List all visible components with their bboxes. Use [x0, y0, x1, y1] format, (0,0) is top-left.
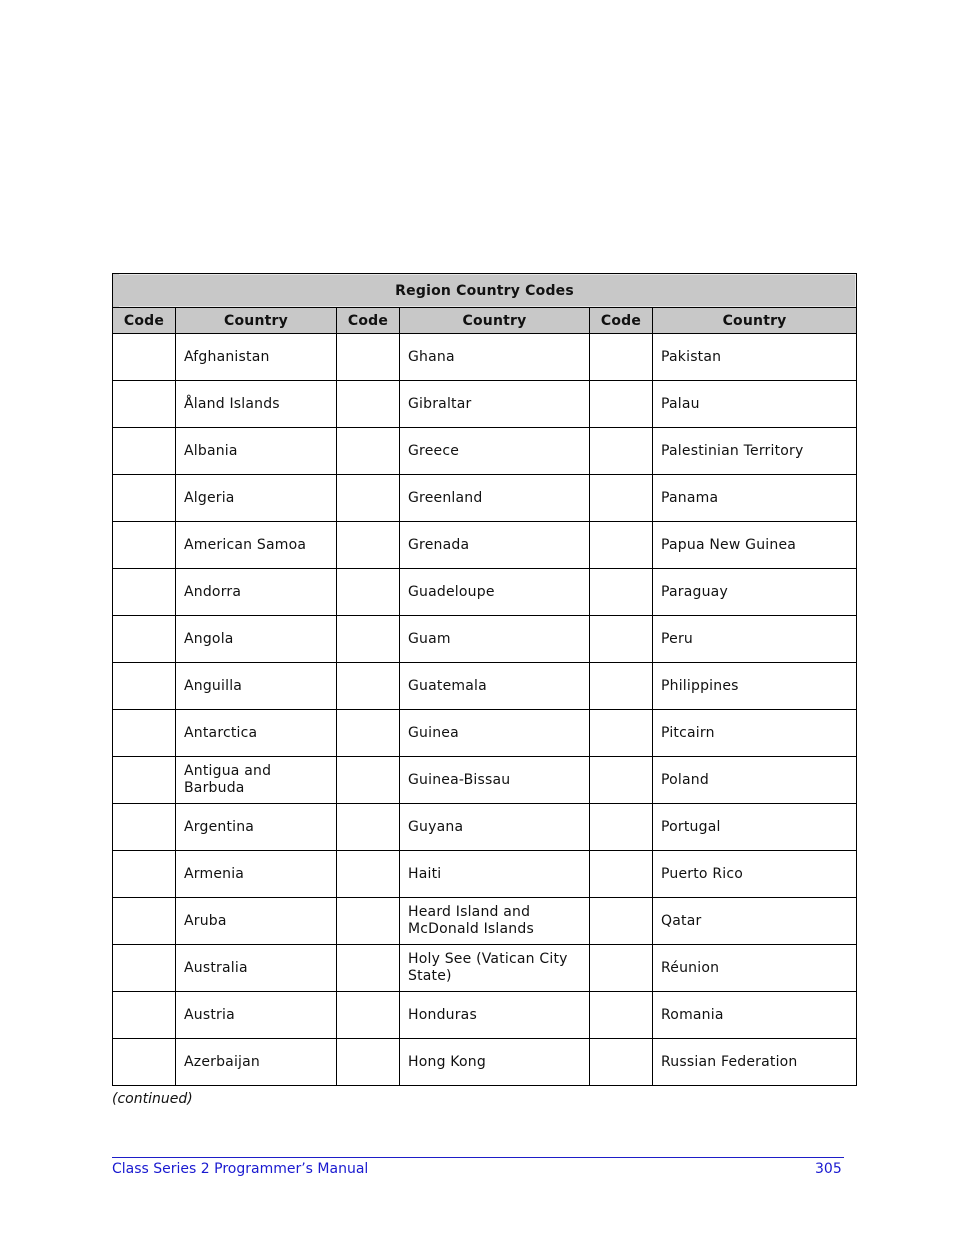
- table-row: [113, 569, 857, 616]
- table-header-row: [113, 308, 857, 334]
- code-cell: [337, 663, 400, 710]
- code-cell: [337, 898, 400, 945]
- code-cell: [113, 428, 176, 475]
- country-cell: Guinea: [400, 710, 590, 757]
- country-cell: Azerbaijan: [176, 1039, 337, 1086]
- table-row: [113, 898, 857, 945]
- header-code-2: Code: [337, 308, 400, 334]
- country-cell: Aruba: [176, 898, 337, 945]
- code-cell: [590, 522, 653, 569]
- code-cell: [337, 851, 400, 898]
- footer-manual-title: Class Series 2 Programmer’s Manual: [112, 1161, 369, 1177]
- header-country-2: Country: [400, 308, 590, 334]
- code-cell: [590, 710, 653, 757]
- country-cell: Qatar: [653, 898, 857, 945]
- code-cell: [113, 475, 176, 522]
- table-row: [113, 616, 857, 663]
- table-row: [113, 757, 857, 804]
- country-cell: Greece: [400, 428, 590, 475]
- header-code-3: Code: [590, 308, 653, 334]
- country-cell: Angola: [176, 616, 337, 663]
- country-cell: Åland Islands: [176, 381, 337, 428]
- country-cell: Philippines: [653, 663, 857, 710]
- country-cell: Panama: [653, 475, 857, 522]
- country-cell: Paraguay: [653, 569, 857, 616]
- continued-note: (continued): [112, 1091, 193, 1107]
- table-row: [113, 992, 857, 1039]
- country-cell: Algeria: [176, 475, 337, 522]
- code-cell: [590, 334, 653, 381]
- code-cell: [590, 1039, 653, 1086]
- code-cell: [337, 992, 400, 1039]
- country-cell: Papua New Guinea: [653, 522, 857, 569]
- code-cell: [337, 334, 400, 381]
- country-cell: Anguilla: [176, 663, 337, 710]
- table-row: [113, 522, 857, 569]
- country-cell: Holy See (Vatican City State): [400, 945, 590, 992]
- table-row: [113, 428, 857, 475]
- country-cell: Antarctica: [176, 710, 337, 757]
- country-cell: Afghanistan: [176, 334, 337, 381]
- country-cell: American Samoa: [176, 522, 337, 569]
- footer-rule: [112, 1157, 844, 1158]
- country-cell: Argentina: [176, 804, 337, 851]
- code-cell: [590, 428, 653, 475]
- table-row: [113, 851, 857, 898]
- table-body: [113, 334, 857, 1086]
- header-country-3: Country: [653, 308, 857, 334]
- country-cell: Réunion: [653, 945, 857, 992]
- country-cell: Ghana: [400, 334, 590, 381]
- country-cell: Guyana: [400, 804, 590, 851]
- country-cell: Haiti: [400, 851, 590, 898]
- country-cell: Albania: [176, 428, 337, 475]
- code-cell: [590, 851, 653, 898]
- code-cell: [590, 898, 653, 945]
- country-cell: Armenia: [176, 851, 337, 898]
- code-cell: [113, 898, 176, 945]
- country-cell: Portugal: [653, 804, 857, 851]
- table-row: [113, 1039, 857, 1086]
- code-cell: [590, 475, 653, 522]
- country-cell: Greenland: [400, 475, 590, 522]
- country-cell: Hong Kong: [400, 1039, 590, 1086]
- country-cell: Russian Federation: [653, 1039, 857, 1086]
- footer-page-number: 305: [815, 1161, 842, 1177]
- code-cell: [113, 710, 176, 757]
- country-cell: Gibraltar: [400, 381, 590, 428]
- country-cell: Grenada: [400, 522, 590, 569]
- country-cell: Pitcairn: [653, 710, 857, 757]
- code-cell: [337, 475, 400, 522]
- table-row: [113, 804, 857, 851]
- country-cell: Guinea-Bissau: [400, 757, 590, 804]
- code-cell: [113, 522, 176, 569]
- country-cell: Peru: [653, 616, 857, 663]
- code-cell: [590, 381, 653, 428]
- code-cell: [337, 569, 400, 616]
- code-cell: [337, 945, 400, 992]
- code-cell: [113, 804, 176, 851]
- header-country-1: Country: [176, 308, 337, 334]
- code-cell: [113, 569, 176, 616]
- code-cell: [337, 710, 400, 757]
- code-cell: [590, 804, 653, 851]
- country-cell: Honduras: [400, 992, 590, 1039]
- code-cell: [113, 663, 176, 710]
- code-cell: [113, 992, 176, 1039]
- code-cell: [113, 851, 176, 898]
- region-country-codes-table: [112, 273, 857, 1086]
- country-cell: Antigua and Barbuda: [176, 757, 337, 804]
- header-code-1: Code: [113, 308, 176, 334]
- table-row: [113, 663, 857, 710]
- country-cell: Romania: [653, 992, 857, 1039]
- code-cell: [113, 334, 176, 381]
- country-cell: Palestinian Territory: [653, 428, 857, 475]
- country-cell: Guadeloupe: [400, 569, 590, 616]
- table-row: [113, 710, 857, 757]
- code-cell: [590, 945, 653, 992]
- code-cell: [590, 616, 653, 663]
- table-row: [113, 475, 857, 522]
- code-cell: [113, 616, 176, 663]
- code-cell: [590, 992, 653, 1039]
- table-title-row: [113, 274, 857, 308]
- code-cell: [113, 1039, 176, 1086]
- code-cell: [337, 522, 400, 569]
- table-row: [113, 381, 857, 428]
- country-cell: Australia: [176, 945, 337, 992]
- country-cell: Heard Island and McDonald Islands: [400, 898, 590, 945]
- code-cell: [337, 381, 400, 428]
- country-cell: Guam: [400, 616, 590, 663]
- table-row: [113, 334, 857, 381]
- code-cell: [590, 663, 653, 710]
- code-cell: [113, 757, 176, 804]
- code-cell: [337, 1039, 400, 1086]
- country-cell: Andorra: [176, 569, 337, 616]
- country-cell: Austria: [176, 992, 337, 1039]
- code-cell: [113, 381, 176, 428]
- table-title: Region Country Codes: [113, 274, 857, 308]
- country-cell: Poland: [653, 757, 857, 804]
- country-cell: Guatemala: [400, 663, 590, 710]
- table-row: [113, 945, 857, 992]
- country-cell: Puerto Rico: [653, 851, 857, 898]
- code-cell: [337, 428, 400, 475]
- code-cell: [590, 757, 653, 804]
- code-cell: [337, 616, 400, 663]
- code-cell: [590, 569, 653, 616]
- country-cell: Pakistan: [653, 334, 857, 381]
- code-cell: [113, 945, 176, 992]
- code-cell: [337, 804, 400, 851]
- code-cell: [337, 757, 400, 804]
- country-cell: Palau: [653, 381, 857, 428]
